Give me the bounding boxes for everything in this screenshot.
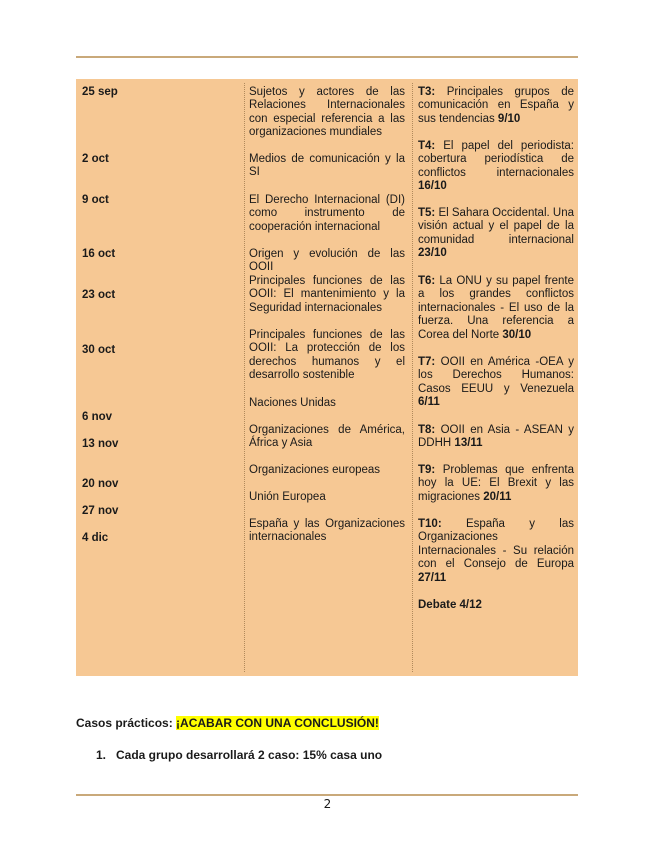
date-cell: 2 oct: [82, 153, 109, 165]
task-code: T3:: [418, 86, 436, 98]
date-cell: 4 dic: [82, 532, 109, 544]
page-number: 2: [323, 797, 332, 811]
task-code: T4:: [418, 140, 436, 152]
task-text: El Sahara Occidental. Una visión actual y el papel de la comunidad internacional: [418, 207, 574, 246]
list-item: [96, 748, 382, 762]
task-code: T8:: [418, 424, 436, 436]
task-date: 30/10: [502, 328, 532, 341]
task-cell: [418, 424, 574, 451]
topic-cell: Principales funciones de las OOII: La protección de los derechos humanos y el desarrollo sostenible: [249, 329, 405, 382]
casos-highlight: ¡ACABAR CON UNA CONCLUSIÓN!: [176, 716, 379, 730]
casos-label: Casos prácticos:: [76, 716, 177, 730]
date-cell: 9 oct: [82, 194, 109, 206]
task-cell: [418, 518, 574, 585]
topic-cell: Principales funciones de las OOII: El mantenimiento y la Seguridad internacionales: [249, 275, 405, 314]
task-text: OOII en Asia - ASEAN y DDHH: [418, 424, 574, 450]
task-date: 16/10: [418, 180, 447, 193]
column-divider: [244, 83, 245, 672]
footer-rule: [76, 794, 578, 796]
topic-cell: Origen y evolución de las OOII: [249, 248, 405, 274]
topic-cell: España y las Organizaciones internacionales: [249, 518, 405, 544]
task-date: 20/11: [483, 490, 512, 503]
topic-cell: Organizaciones europeas: [249, 464, 381, 476]
task-code: T9:: [418, 464, 436, 476]
task-cell: [418, 140, 574, 194]
task-text: El papel del periodista: cobertura periodística de conflictos internacionales: [418, 140, 574, 179]
task-text: Problemas que enfrenta hoy la UE: El Brexit y las migraciones: [418, 464, 574, 503]
task-cell: [418, 86, 574, 126]
topic-cell: El Derecho Internacional (DI) como instrumento de cooperación internacional: [249, 194, 405, 233]
task-cell: [418, 464, 574, 504]
date-cell: 30 oct: [82, 344, 116, 356]
date-cell: 6 nov: [82, 411, 113, 423]
task-date: 23/10: [418, 247, 447, 260]
debate-cell: Debate 4/12: [418, 599, 482, 611]
topic-cell: Sujetos y actores de las Relaciones Internacionales con especial referencia a las organizaciones mundiales: [249, 86, 405, 139]
task-text: OOII en América -OEA y los Derechos Humanos: Casos EEUU y Venezuela: [418, 356, 574, 395]
topic-cell: Organizaciones de América, África y Asia: [249, 424, 405, 450]
date-cell: 23 oct: [82, 289, 116, 301]
date-cell: 20 nov: [82, 478, 119, 490]
task-code: T10:: [418, 518, 442, 530]
date-cell: 16 oct: [82, 248, 116, 260]
date-cell: 25 sep: [82, 86, 118, 98]
task-text: España y las Organizaciones Internacionales - Su relación con el Consejo de Europa: [418, 518, 574, 571]
list-number: 1.: [96, 748, 107, 762]
topic-cell: Medios de comunicación y la SI: [249, 153, 405, 179]
task-date: 27/11: [418, 571, 447, 584]
task-cell: [418, 275, 574, 342]
topic-cell: Unión Europea: [249, 491, 326, 503]
column-divider: [412, 83, 413, 672]
task-date: 9/10: [497, 112, 521, 125]
task-date: 13/11: [454, 437, 483, 450]
task-cell: [418, 356, 574, 410]
date-cell: 13 nov: [82, 438, 119, 450]
header-rule: [76, 56, 578, 58]
casos-heading: [76, 716, 379, 730]
task-text: La ONU y su papel frente a los grandes conflictos internacionales - El uso de la fuerza. Una referencia a Corea del Norte: [418, 275, 574, 341]
task-code: T6:: [418, 275, 436, 287]
list-text: Cada grupo desarrollará 2 caso: 15% casa uno: [116, 748, 383, 762]
date-cell: 27 nov: [82, 505, 119, 517]
task-code: T5:: [418, 207, 436, 219]
task-cell: [418, 207, 574, 261]
topic-cell: Naciones Unidas: [249, 397, 336, 409]
task-code: T7:: [418, 356, 436, 368]
task-text: Principales grupos de comunicación en España y sus tendencias: [418, 86, 574, 125]
task-date: 6/11: [418, 396, 440, 409]
